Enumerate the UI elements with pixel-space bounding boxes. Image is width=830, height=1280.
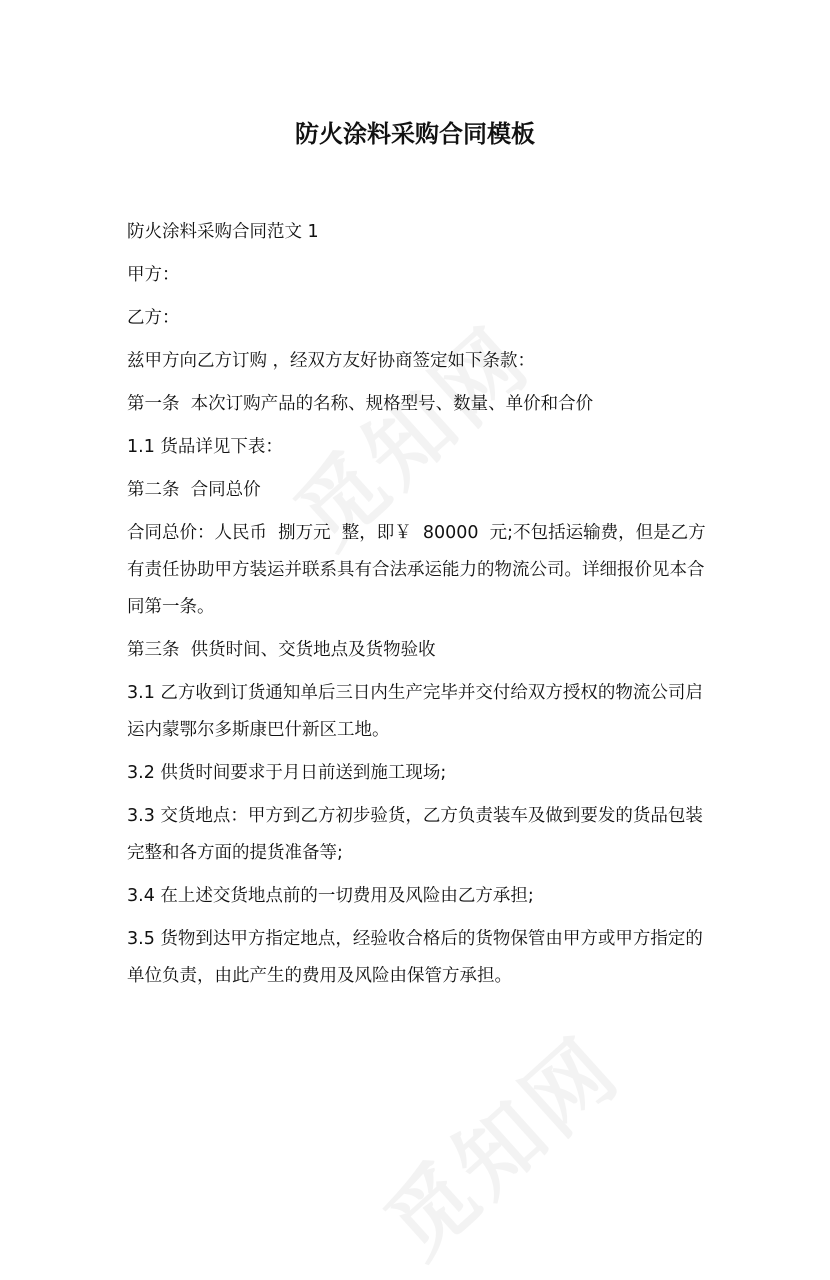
paragraph-article-2: 第二条 合同总价: [127, 480, 261, 500]
paragraph-intro: 兹甲方向乙方订购 ，经双方友好协商签定如下条款：: [127, 351, 536, 371]
paragraph-1-1: 1.1 货品详见下表：: [127, 437, 283, 457]
paragraph-3-2: 3.2 供货时间要求于月日前送到施工现场;: [127, 763, 447, 783]
watermark: [354, 1004, 642, 1280]
paragraph-party-a: 甲方：: [127, 265, 180, 285]
document-title: 防火涂料采购合同模板: [295, 120, 535, 148]
document-body: [127, 214, 717, 1001]
paragraph-3-4: 3.4 在上述交货地点前的一切费用及风险由乙方承担;: [127, 886, 534, 906]
paragraph-total-price: 合同总价：人民币 捌万元 整，即￥ 80000 元;不包括运输费，但是乙方有责任协助甲方装运并联系具有合法承运能力的物流公司。详细报价见本合同第一条。: [127, 523, 706, 617]
paragraph-party-b: 乙方：: [127, 308, 180, 328]
paragraph-article-3: 第三条 供货时间、交货地点及货物验收: [127, 640, 436, 660]
paragraph-3-3: 3.3 交货地点：甲方到乙方初步验货，乙方负责装车及做到要发的货品包装完整和各方面的提货准备等;: [127, 806, 703, 863]
paragraph-article-1: 第一条 本次订购产品的名称、规格型号、数量、单价和合价: [127, 394, 594, 414]
paragraph-heading-sample: 防火涂料采购合同范文 1: [127, 222, 319, 242]
paragraph-3-1: 3.1 乙方收到订货通知单后三日内生产完毕并交付给双方授权的物流公司启运内蒙鄂尔多斯康巴什新区工地。: [127, 683, 703, 740]
paragraph-3-5: 3.5 货物到达甲方指定地点，经验收合格后的货物保管由甲方或甲方指定的单位负责，由此产生的费用及风险由保管方承担。: [127, 929, 703, 986]
